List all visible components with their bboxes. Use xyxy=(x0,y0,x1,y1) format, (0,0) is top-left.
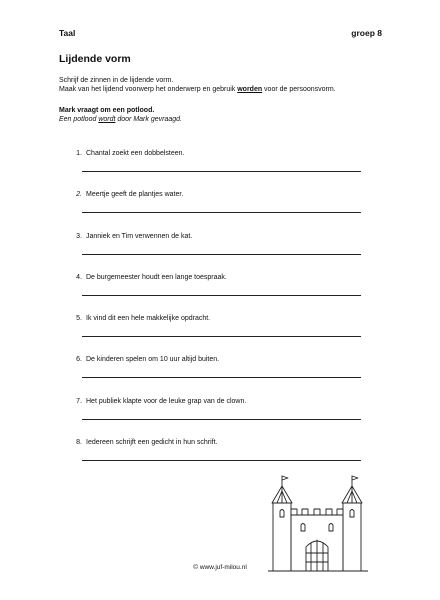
copyright-footer: © www.juf-milou.nl xyxy=(193,564,247,571)
exercise-number: 2. xyxy=(76,191,82,198)
exercise-number: 8. xyxy=(76,439,82,446)
exercise-sentence: Ik vind dit een hele makkelijke opdracht. xyxy=(86,315,211,322)
answer-line[interactable] xyxy=(82,171,361,172)
exercise-item-6 xyxy=(70,356,370,396)
answer-line[interactable] xyxy=(82,460,361,461)
exercise-item-3 xyxy=(70,233,370,273)
page-title: Lijdende vorm xyxy=(59,53,131,65)
instruction-line-2 xyxy=(59,85,399,94)
exercise-sentence: Janniek en Tim verwennen de kat. xyxy=(86,233,193,240)
exercise-item-4 xyxy=(70,274,370,314)
exercise-item-2 xyxy=(70,191,370,231)
group-label: groep 8 xyxy=(351,28,382,38)
instruction-line-2-start: Maak van het lijdend voorwerp het onderwerp en gebruik xyxy=(59,86,238,93)
exercise-sentence: De kinderen spelen om 10 uur altijd buiten. xyxy=(86,356,220,363)
exercise-number: 6. xyxy=(76,356,82,363)
answer-line[interactable] xyxy=(82,377,361,378)
exercise-number: 7. xyxy=(76,398,82,405)
example-active-sentence: Mark vraagt om een potlood. xyxy=(59,107,155,114)
answer-line[interactable] xyxy=(82,336,361,337)
example-passive-end: door Mark gevraagd. xyxy=(115,116,182,123)
exercise-sentence: Iedereen schrijft een gedicht in hun schrift. xyxy=(86,439,218,446)
answer-line[interactable] xyxy=(82,254,361,255)
castle-icon xyxy=(268,473,368,573)
answer-line[interactable] xyxy=(82,212,361,213)
example-passive-keyword: wordt xyxy=(98,116,116,123)
example-passive-sentence xyxy=(59,115,182,124)
exercise-item-7 xyxy=(70,398,370,438)
exercise-sentence: Meertje geeft de plantjes water. xyxy=(86,191,184,198)
exercise-number: 3. xyxy=(76,233,82,240)
instruction-line-2-end: voor de persoonsvorm. xyxy=(262,86,336,93)
instruction-keyword: worden xyxy=(237,86,263,93)
answer-line[interactable] xyxy=(82,419,361,420)
instructions xyxy=(59,76,399,94)
exercise-sentence: Het publiek klapte voor de leuke grap van de clown. xyxy=(86,398,247,405)
example-passive-start: Een potlood xyxy=(59,116,99,123)
exercise-number: 5. xyxy=(76,315,82,322)
answer-line[interactable] xyxy=(82,295,361,296)
example-block xyxy=(59,106,182,124)
exercise-number: 4. xyxy=(76,274,82,281)
exercise-number: 1. xyxy=(76,150,82,157)
exercise-item-5 xyxy=(70,315,370,355)
exercise-item-1 xyxy=(70,150,370,190)
instruction-line-1: Schrijf de zinnen in de lijdende vorm. xyxy=(59,77,174,84)
subject-label: Taal xyxy=(59,28,76,38)
exercise-sentence: De burgemeester houdt een lange toespraak. xyxy=(86,274,227,281)
exercise-sentence: Chantal zoekt een dobbelsteen. xyxy=(86,150,185,157)
